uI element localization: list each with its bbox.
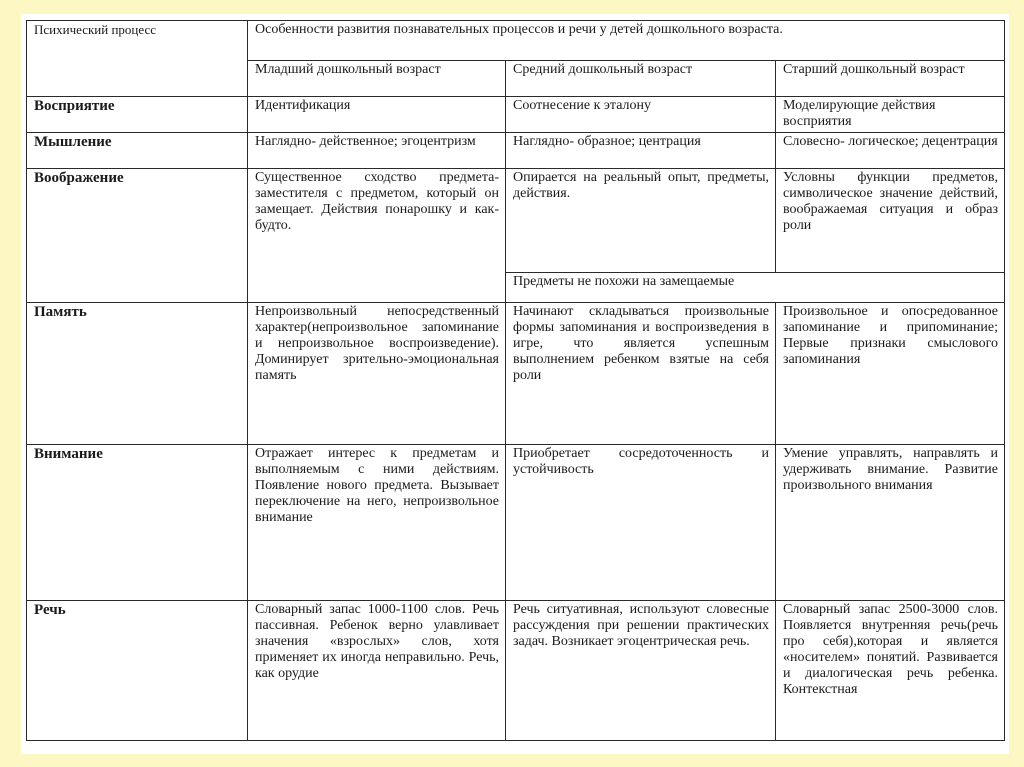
cell-middle: Опирается на реальный опыт, предметы, действия. xyxy=(506,169,776,273)
process-label: Внимание xyxy=(27,445,248,601)
cell-senior: Словарный запас 2500-3000 слов. Появляется внутренняя речь(речь про себя),которая и является «носителем» понятий. Развивается и диалогическая речь ребенка. Контекстная xyxy=(776,601,1005,741)
cell-junior: Непроизвольный непосредственный характер(непроизвольное запоминание и непроизвольное воспроизведение). Доминирует зрительно-эмоциональная память xyxy=(248,303,506,445)
cell-junior: Наглядно- действенное; эгоцентризм xyxy=(248,133,506,169)
document-page xyxy=(21,14,1009,754)
header-process-label: Психический процесс xyxy=(34,22,157,37)
header-row-title xyxy=(27,21,1005,61)
table-row xyxy=(27,303,1005,445)
process-label: Речь xyxy=(27,601,248,741)
table-row xyxy=(27,97,1005,133)
cell-middle: Приобретает сосредоточенность и устойчивость xyxy=(506,445,776,601)
header-main-title: Особенности развития познавательных процессов и речи у детей дошкольного возраста. xyxy=(255,22,783,37)
cell-junior: Отражает интерес к предметам и выполняемым с ними действиям. Появление нового предмета. Вызывает переключение на него, непроизвольное внимание xyxy=(248,445,506,601)
process-label: Воображение xyxy=(27,169,248,303)
development-table xyxy=(26,20,1005,741)
process-label: Память xyxy=(27,303,248,445)
cell-junior: Словарный запас 1000-1100 слов. Речь пассивная. Ребенок верно улавливает значения «взрослых» слов, хотя применяет их иногда неправильно. Речь, как орудие xyxy=(248,601,506,741)
header-title-cell xyxy=(248,21,1005,61)
table-row xyxy=(27,133,1005,169)
cell-merged-note: Предметы не похожи на замещаемые xyxy=(506,273,1005,303)
cell-senior: Словесно- логическое; децентрация xyxy=(776,133,1005,169)
table-row xyxy=(27,601,1005,741)
header-process-cell xyxy=(27,21,248,97)
cell-senior: Произвольное и опосредованное запоминание и припоминание; Первые признаки смыслового запоминания xyxy=(776,303,1005,445)
cell-middle: Начинают складываться произвольные формы запоминания и воспроизведения в игре, что является успешным выполнением ребенком взятые на себя роли xyxy=(506,303,776,445)
table-row xyxy=(27,169,1005,273)
cell-junior: Идентификация xyxy=(248,97,506,133)
table-row xyxy=(27,445,1005,601)
cell-middle: Наглядно- образное; центрация xyxy=(506,133,776,169)
cell-junior: Существенное сходство предмета- заместителя с предметом, который он замещает. Действия понарошку и как- будто. xyxy=(248,169,506,303)
cell-senior: Умение управлять, направлять и удерживать внимание. Развитие произвольного внимания xyxy=(776,445,1005,601)
cell-middle: Соотнесение к эталону xyxy=(506,97,776,133)
process-label: Мышление xyxy=(27,133,248,169)
cell-senior: Условны функции предметов, символическое значение действий, воображаемая ситуация и образ роли xyxy=(776,169,1005,273)
age-senior-header: Старший дошкольный возраст xyxy=(776,61,1005,97)
process-label: Восприятие xyxy=(27,97,248,133)
age-middle-header: Средний дошкольный возраст xyxy=(506,61,776,97)
cell-middle: Речь ситуативная, используют словесные рассуждения при решении практических задач. Возникает эгоцентрическая речь. xyxy=(506,601,776,741)
age-junior-header: Младший дошкольный возраст xyxy=(248,61,506,97)
cell-senior: Моделирующие действия восприятия xyxy=(776,97,1005,133)
